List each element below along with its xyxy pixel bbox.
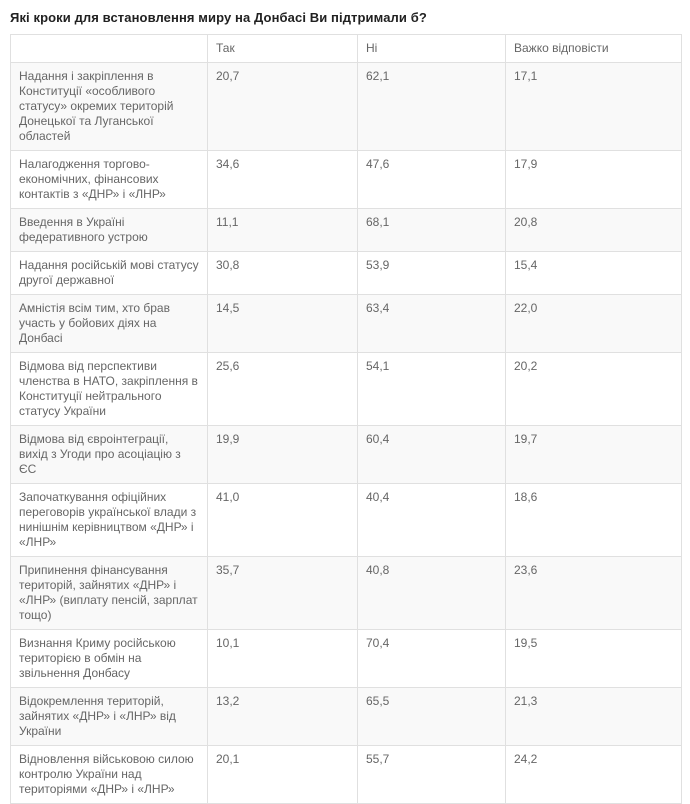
row-label: Відмова від євроінтеграції, вихід з Угоди про асоціацію з ЄС <box>11 426 208 484</box>
row-value-hard-to-answer: 22,0 <box>506 295 682 353</box>
row-label: Відновлення військовою силою контролю України над територіями «ДНР» і «ЛНР» <box>11 746 208 804</box>
column-header-hard-to-answer: Важко відповісти <box>506 35 682 63</box>
row-label: Відокремлення територій, зайнятих «ДНР» і «ЛНР» від України <box>11 688 208 746</box>
row-value-yes: 10,1 <box>208 630 358 688</box>
row-value-no: 54,1 <box>358 353 506 426</box>
row-value-no: 65,5 <box>358 688 506 746</box>
row-value-no: 47,6 <box>358 151 506 209</box>
table-row <box>11 252 682 295</box>
column-header-yes: Так <box>208 35 358 63</box>
row-label: Введення в Україні федеративного устрою <box>11 209 208 252</box>
row-label: Налагодження торгово-економічних, фінансових контактів з «ДНР» і «ЛНР» <box>11 151 208 209</box>
row-value-no: 68,1 <box>358 209 506 252</box>
row-value-hard-to-answer: 18,6 <box>506 484 682 557</box>
row-value-hard-to-answer: 20,2 <box>506 353 682 426</box>
row-value-no: 53,9 <box>358 252 506 295</box>
table-header <box>11 35 682 63</box>
column-header-label <box>11 35 208 63</box>
row-value-hard-to-answer: 17,9 <box>506 151 682 209</box>
row-label: Припинення фінансування територій, зайнятих «ДНР» і «ЛНР» (виплату пенсій, зарплат тощо) <box>11 557 208 630</box>
row-value-yes: 20,1 <box>208 746 358 804</box>
row-value-no: 70,4 <box>358 630 506 688</box>
row-value-no: 60,4 <box>358 426 506 484</box>
row-value-yes: 13,2 <box>208 688 358 746</box>
row-label: Відмова від перспективи членства в НАТО, закріплення в Конституції нейтрального статусу України <box>11 353 208 426</box>
survey-question-title: Які кроки для встановлення миру на Донбасі Ви підтримали б? <box>10 10 427 25</box>
column-header-no: Ні <box>358 35 506 63</box>
row-value-yes: 20,7 <box>208 63 358 151</box>
row-value-yes: 25,6 <box>208 353 358 426</box>
row-label: Амністія всім тим, хто брав участь у бойових діях на Донбасі <box>11 295 208 353</box>
row-value-yes: 41,0 <box>208 484 358 557</box>
survey-results-table <box>10 34 682 804</box>
row-label: Надання і закріплення в Конституції «особливого статусу» окремих територій Донецької та Луганської областей <box>11 63 208 151</box>
row-value-hard-to-answer: 24,2 <box>506 746 682 804</box>
row-value-no: 40,4 <box>358 484 506 557</box>
row-value-yes: 35,7 <box>208 557 358 630</box>
row-value-hard-to-answer: 17,1 <box>506 63 682 151</box>
table-row <box>11 426 682 484</box>
table-row <box>11 63 682 151</box>
table-row <box>11 557 682 630</box>
row-value-hard-to-answer: 19,7 <box>506 426 682 484</box>
row-value-yes: 11,1 <box>208 209 358 252</box>
table-row <box>11 484 682 557</box>
row-label: Визнання Криму російською територією в обмін на звільнення Донбасу <box>11 630 208 688</box>
table-row <box>11 688 682 746</box>
row-value-yes: 14,5 <box>208 295 358 353</box>
row-label: Започаткування офіційних переговорів української влади з нинішнім керівництвом «ДНР» і «ЛНР» <box>11 484 208 557</box>
table-row <box>11 295 682 353</box>
table-body <box>11 63 682 804</box>
table-row <box>11 353 682 426</box>
row-value-no: 63,4 <box>358 295 506 353</box>
row-value-hard-to-answer: 21,3 <box>506 688 682 746</box>
row-value-no: 62,1 <box>358 63 506 151</box>
row-value-hard-to-answer: 20,8 <box>506 209 682 252</box>
table-row <box>11 151 682 209</box>
row-value-no: 55,7 <box>358 746 506 804</box>
row-value-yes: 19,9 <box>208 426 358 484</box>
table-row <box>11 209 682 252</box>
row-label: Надання російській мові статусу другої державної <box>11 252 208 295</box>
row-value-hard-to-answer: 19,5 <box>506 630 682 688</box>
row-value-hard-to-answer: 23,6 <box>506 557 682 630</box>
row-value-no: 40,8 <box>358 557 506 630</box>
table-row <box>11 630 682 688</box>
row-value-hard-to-answer: 15,4 <box>506 252 682 295</box>
table-header-row <box>11 35 682 63</box>
row-value-yes: 34,6 <box>208 151 358 209</box>
table-row <box>11 746 682 804</box>
row-value-yes: 30,8 <box>208 252 358 295</box>
